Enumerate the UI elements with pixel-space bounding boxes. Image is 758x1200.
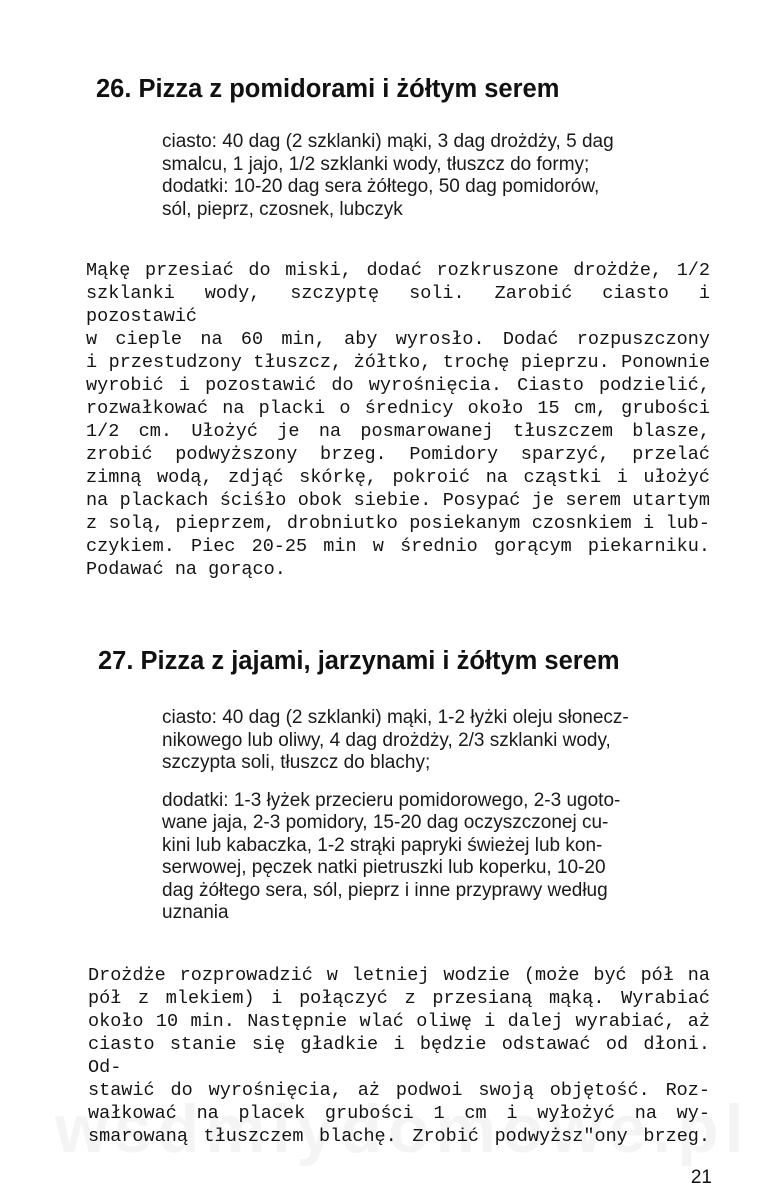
ingredient-line: dag żółtego sera, sól, pieprz i inne przyprawy według (162, 879, 608, 901)
ingredient-line: serwowej, pęczek natki pietruszki lub koperku, 10-20 (162, 857, 606, 878)
recipe-27-instructions (88, 964, 710, 1148)
instruction-line: 1/2 cm. Ułożyć je na posmarowanej tłuszczem blasze, (86, 421, 710, 442)
instruction-line: zrobić podwyższony brzeg. Pomidory sparzyć, przelać (86, 444, 710, 465)
recipe-26-instructions (86, 259, 710, 581)
instruction-line: wałkować na placek grubości 1 cm i wyłożyć na wy- (88, 1103, 710, 1124)
recipe-26-title: 26. Pizza z pomidorami i żółtym serem (96, 75, 560, 103)
paragraph-gap (162, 775, 722, 790)
instruction-line: stawić do wyrośnięcia, aż podwoi swoją objętość. Roz- (88, 1080, 710, 1101)
instruction-line: zimną wodą, zdjąć skórkę, pokroić na cząstki i ułożyć (86, 467, 710, 488)
instruction-line: Podawać na gorąco. (86, 559, 286, 580)
ingredient-line: sól, pieprz, czosnek, lubczyk (162, 198, 403, 220)
ingredient-line: dodatki: 1-3 łyżek przecieru pomidorowego, 2-3 ugoto- (162, 789, 621, 811)
instruction-line: na plackach ściśło obok siebie. Posypać je serem utartym (86, 490, 710, 511)
instruction-line: Drożdże rozprowadzić w letniej wodzie (może być pół na (88, 965, 710, 986)
recipe-26-ingredients (162, 131, 722, 221)
page-number: 21 (690, 1167, 712, 1188)
instruction-line: w cieple na 60 min, aby wyrosło. Dodać rozpuszczony (86, 329, 710, 350)
recipe-27-title: 27. Pizza z jajami, jarzynami i żółtym serem (98, 647, 620, 675)
ingredient-line: nikowego lub oliwy, 4 dag drożdży, 2/3 szklanki wody, (162, 729, 611, 751)
ingredient-line: ciasto: 40 dag (2 szklanki) mąki, 3 dag drożdży, 5 dag (162, 131, 614, 152)
ingredient-line: ciasto: 40 dag (2 szklanki) mąki, 1-2 łyżki oleju słonecz- (162, 707, 629, 728)
instruction-line: i przestudzony tłuszcz, żółtko, trochę pieprzu. Ponownie (86, 352, 710, 373)
ingredient-line: kini lub kabaczka, 1-2 strąki papryki świeżej lub kon- (162, 834, 603, 856)
ingredient-line: szczypta soli, tłuszcz do blachy; (162, 752, 431, 773)
instruction-line: pół z mlekiem) i połączyć z przesianą mąką. Wyrabiać (88, 988, 710, 1009)
instruction-line: około 10 min. Następnie wlać oliwę i dalej wyrabiać, aż (88, 1011, 710, 1032)
instruction-line: z solą, pieprzem, drobniutko posiekanym czosnkiem i lub- (86, 513, 710, 534)
instruction-line: Mąkę przesiać do miski, dodać rozkruszone drożdże, 1/2 (86, 260, 710, 281)
ingredient-line: uznania (162, 902, 229, 923)
recipe-27-ingredients (162, 707, 722, 925)
instruction-line: ciasto stanie się gładkie i będzie odstawać od dłoni. Od- (88, 1034, 710, 1078)
instruction-line: smarowaną tłuszczem blachę. Zrobić podwyższ"ony brzeg. (88, 1126, 710, 1147)
instruction-line: rozwałkować na placki o średnicy około 15 cm, grubości (86, 398, 710, 419)
ingredient-line: dodatki: 10-20 dag sera żółtego, 50 dag pomidorów, (162, 176, 600, 197)
ingredient-line: smalcu, 1 jajo, 1/2 szklanki wody, tłuszcz do formy; (162, 153, 590, 175)
instruction-line: szklanki wody, szczyptę soli. Zarobić ciasto i pozostawić (86, 283, 710, 327)
ingredient-line: wane jaja, 2-3 pomidory, 15-20 dag oczyszczonej cu- (162, 812, 609, 833)
instruction-line: czykiem. Piec 20-25 min w średnio gorącym piekarniku. (86, 536, 710, 557)
instruction-line: wyrobić i pozostawić do wyrośnięcia. Ciasto podzielić, (86, 375, 710, 396)
